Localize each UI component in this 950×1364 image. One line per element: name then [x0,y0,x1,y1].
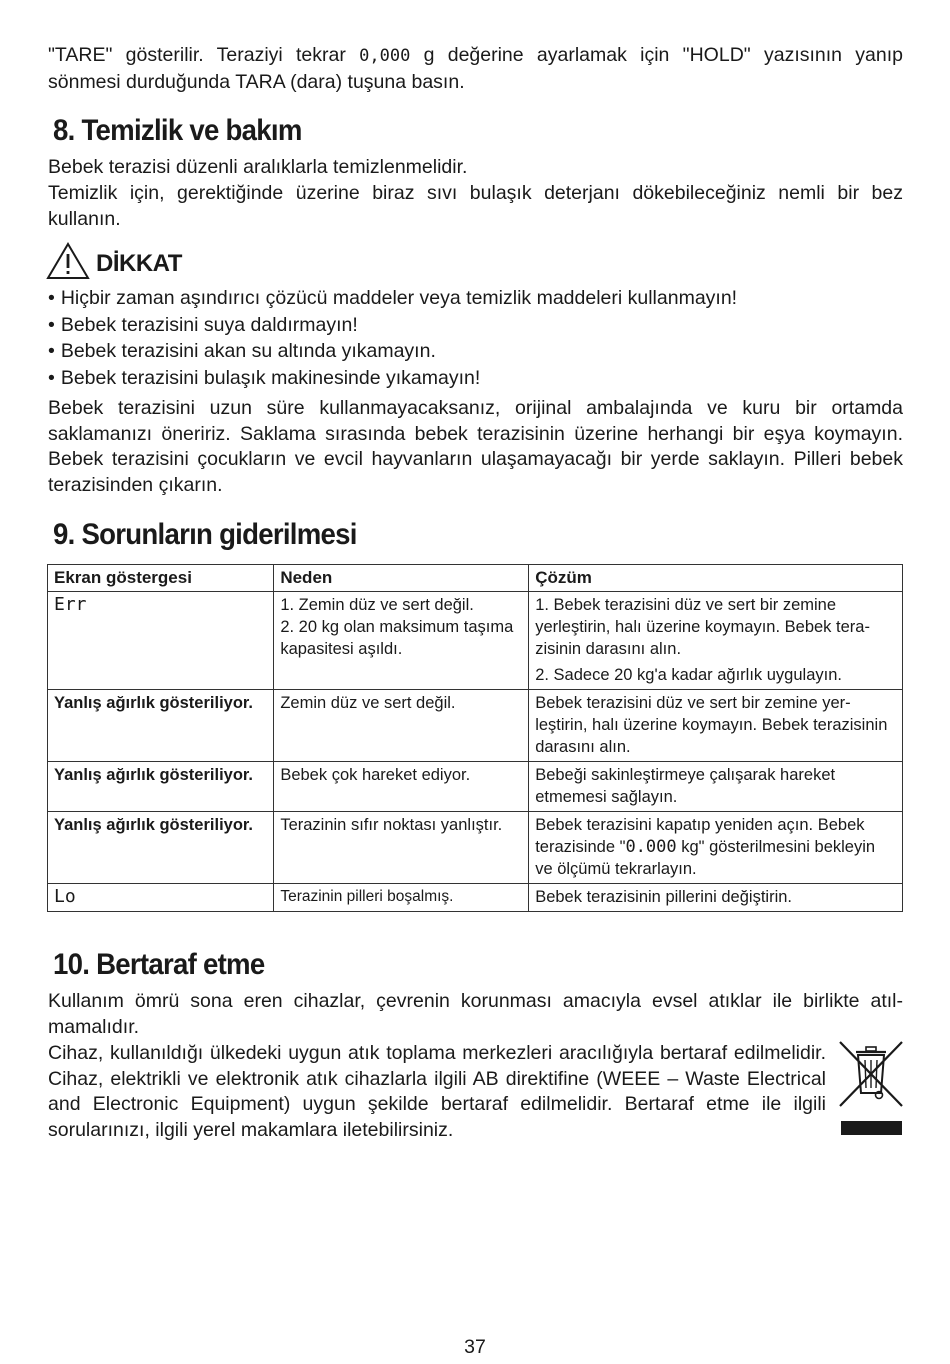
list-item: • Bebek terazisini suya daldırmayın! [48,312,737,339]
column-header-display: Ekran göstergesi [48,565,274,592]
solution-text: 2. Sadece 20 kg'a kadar ağırlık uygulayın. [535,666,842,684]
solution-text: Bebek terazisini kapatıp yeniden açın. Bebek terazisinde " [535,816,865,856]
weee-crossed-bin-icon [836,1038,906,1138]
solution-cell: Bebek terazisini düz ve sert bir zemine yerleştirin, halı üzerine koymayın. Bebek terazisinin darasını alın. [529,690,903,762]
warning-label: DİKKAT [96,249,182,277]
solution-cell [529,592,903,690]
table-row [48,592,903,690]
solution-cell: Bebeği sakinleştirmeye çalışarak hareket etmemesi sağlayın. [529,762,903,812]
intro-text-a: "TARE" gösterilir. Teraziyi tekrar [48,44,360,66]
section-10-title: 10. Bertaraf etme [53,948,265,981]
section-9-title: 9. Sorunların giderilmesi [53,518,357,551]
warning-list [48,285,737,391]
solution-cell: Bebek terazisinin pillerini değiştirin. [529,884,903,912]
column-header-solution: Çözüm [529,565,903,592]
intro-text-line2: sönmesi durduğunda TARA (dara) tuşuna basın. [48,70,465,93]
solution-cell [529,812,903,884]
troubleshooting-table [47,564,903,912]
list-item: • Hiçbir zaman aşındırıcı çözücü maddeler veya temizlik maddeleri kullanmayın! [48,285,737,312]
page-number: 37 [464,1336,486,1358]
lcd-value: 0,000 [359,46,411,66]
section-8-paragraph-2: Temizlik için, gerektiğinde üzerine biraz sıvı bulaşık deterjanı dökebileceğiniz nemli bir bez kullanın. [48,182,903,230]
solution-text: 1. Bebek terazisini düz ve sert bir zemine yerleştirin, halı üzerine koymayın. Bebek terazisinin darasını alın. [535,596,870,658]
table-row [48,884,903,912]
cause-cell: Terazinin sıfır noktası yanlıştır. [274,812,529,884]
display-cell: Yanlış ağırlık gösteriliyor. [48,690,274,762]
lcd-value: 0.000 [625,837,677,857]
display-cell: Err [48,592,274,690]
display-cell: Yanlış ağırlık gösteriliyor. [48,762,274,812]
solution-text: kg" gösterilmesini bekleyin ve ölçümü tekrarlayın. [535,838,876,878]
display-cell: Lo [48,884,274,912]
section-8-paragraph-3: Bebek terazisini uzun süre kullanmayacaksanız, orijinal ambalajında ve kuru bir ortamda saklamanızı öneririz. Saklama sırasında bebek terazisinin üzerine herhangi bir eşya koymayın. Bebek terazisini çocukların ve evcil hayvanların ulaşamayacağı bir yerde saklayın. Pilleri bebek terazisinden çıkarın. [48,397,903,496]
table-row [48,762,903,812]
section-8-paragraph-1: Bebek terazisi düzenli aralıklarla temizlenmelidir. [48,156,468,178]
intro-paragraph [48,43,903,95]
warning-heading [46,242,182,285]
intro-text-b: g değerine ayarlamak için "HOLD" yazısının yanıp [410,44,903,66]
section-8-title: 8. Temizlik ve bakım [53,114,302,147]
column-header-cause: Neden [274,565,529,592]
cause-cell: Bebek çok hareket ediyor. [274,762,529,812]
cause-cell: Terazinin pilleri boşalmış. [274,884,529,912]
section-10-paragraph-2: Cihaz, kullanıldığı ülkedeki uygun atık toplama merkezleri aracılığıyla bertaraf edilmelidir. Cihaz, elektrikli ve elektronik atık cihazlarla ilgili AB direktifine (WEEE – Waste Electrical and Electronic Equipment) uygun şekilde bertaraf edilmelidir. Bertaraf etme ile ilgili sorularınızı, ilgili yerel makamlara iletebilirsiniz. [48,1042,826,1141]
list-item: • Bebek terazisini bulaşık makinesinde yıkamayın! [48,365,737,392]
cause-cell: Zemin düz ve sert değil. [274,690,529,762]
warning-triangle-icon [46,242,90,285]
section-10-paragraph-1: Kullanım ömrü sona eren cihazlar, çevrenin korunması amacıyla evsel atıklar ile birlikte atılmamalıdır. [48,990,903,1038]
cause-cell: 1. Zemin düz ve sert değil. 2. 20 kg olan maksimum taşıma kapasitesi aşıldı. [274,592,529,690]
table-row [48,690,903,762]
list-item: • Bebek terazisini akan su altında yıkamayın. [48,338,737,365]
display-cell: Yanlış ağırlık gösteriliyor. [48,812,274,884]
table-row [48,812,903,884]
table-header-row [48,565,903,592]
